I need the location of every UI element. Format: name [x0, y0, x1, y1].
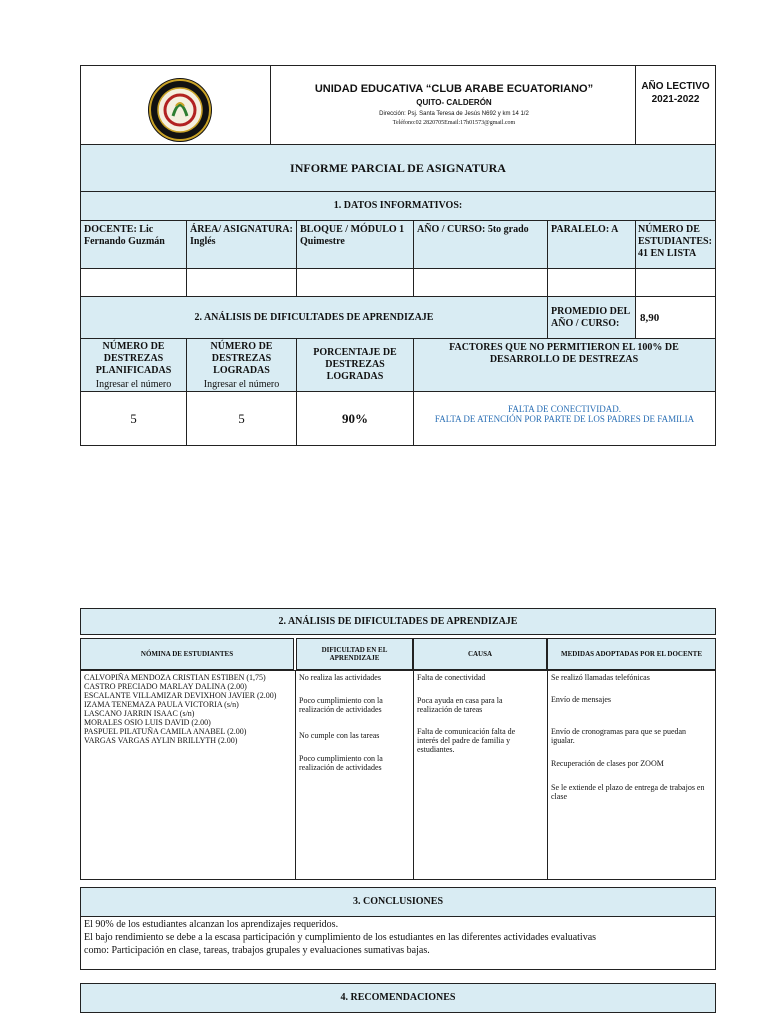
causa-cell [413, 670, 548, 880]
student-row: ESCALANTE VILLAMIZAR DEVIXHON JAVIER (2.00) [84, 691, 277, 700]
planificadas-hint: Ingresar el número [95, 379, 172, 390]
porcentaje-header-cell [296, 338, 414, 392]
empty-cell-4 [413, 268, 548, 297]
estudiantes-cell [635, 220, 716, 269]
curso-text: AÑO / CURSO: 5to grado [417, 224, 529, 235]
area-text: ÁREA/ ASIGNATURA: Inglés [190, 224, 293, 247]
students-list [84, 673, 294, 745]
student-row: PASPUEL PILATUÑA CAMILA ANABEL (2.00) [84, 727, 247, 736]
dificultad-4: Poco cumplimiento con la realización de actividades [299, 754, 383, 772]
section2-cell [80, 296, 548, 339]
year-label: AÑO LECTIVO [641, 81, 710, 92]
docente-cell [80, 220, 187, 269]
conclusions-title-cell [80, 887, 716, 917]
planificadas-header-cell [80, 338, 187, 392]
dificultad-header-cell [296, 638, 413, 670]
logradas-value-cell [186, 391, 297, 446]
header-year-cell [635, 65, 716, 145]
header-school-cell [270, 65, 636, 145]
medida-3: Envío de cronogramas para que se puedan igualar. [551, 727, 687, 745]
empty-cell-3 [296, 268, 414, 297]
bloque-cell [296, 220, 414, 269]
porcentaje-header: PORCENTAJE DE DESTREZAS LOGRADAS [313, 347, 397, 382]
estudiantes-text: NÚMERO DE ESTUDIANTES: 41 EN LISTA [638, 224, 712, 259]
causa-header-cell [413, 638, 547, 670]
causa-3: Falta de comunicación falta de interés del padre de familia y estudiantes. [417, 727, 516, 754]
conclusion-line-3: como: Participación en clase, tareas, trabajos grupales y evaluaciones sumativas bajas. [84, 945, 430, 956]
factor-1: FALTA DE CONECTIVIDAD. [507, 404, 622, 414]
dificultad-cell [295, 670, 414, 880]
recommendations-title: 4. RECOMENDACIONES [340, 992, 456, 1003]
planificadas-header: NÚMERO DE DESTREZAS PLANIFICADAS [95, 341, 172, 376]
porcentaje-value-cell [296, 391, 414, 446]
empty-cell-2 [186, 268, 297, 297]
promedio-label: PROMEDIO DEL AÑO / CURSO: [551, 306, 630, 329]
medida-5: Se le extiende el plazo de entrega de trabajos en clase [551, 783, 705, 801]
factores-value-cell [413, 391, 716, 446]
year-value: 2021-2022 [651, 94, 700, 105]
causa-1: Falta de conectividad [417, 673, 486, 682]
dificultad-header: DIFICULTAD EN EL APRENDIZAJE [321, 646, 388, 662]
report-title-cell [80, 144, 716, 192]
factores-header: FACTORES QUE NO PERMITIERON EL 100% DE DESARROLLO DE DESTREZAS [449, 342, 679, 365]
bloque-text: BLOQUE / MÓDULO 1 Quimestre [300, 224, 405, 247]
school-contact: Teléfono:02 2820705Email:17h01573@gmail.com [392, 120, 516, 126]
planificadas-value-cell [80, 391, 187, 446]
medida-1: Se realizó llamadas telefónicas [551, 673, 650, 682]
student-row: IZAMA TENEMAZA PAULA VICTORIA (s/n) [84, 700, 239, 709]
dificultad-2: Poco cumplimiento con la realización de actividades [299, 696, 383, 714]
factor-2: FALTA DE ATENCIÓN POR PARTE DE LOS PADRES DE FAMILIA [434, 414, 695, 424]
logradas-header: NÚMERO DE DESTREZAS LOGRADAS [210, 341, 273, 376]
logradas-header-cell [186, 338, 297, 392]
student-row: LASCANO JARRIN ISAAC (s/n) [84, 709, 195, 718]
logradas-value: 5 [238, 410, 245, 426]
empty-cell-5 [547, 268, 636, 297]
paralelo-cell [547, 220, 636, 269]
nomina-header-cell [80, 638, 294, 670]
student-row: CALVOPIÑA MENDOZA CRISTIAN ESTIBEN (1,75) [84, 673, 266, 682]
logradas-hint: Ingresar el número [203, 379, 280, 390]
medidas-header: MEDIDAS ADOPTADAS POR EL DOCENTE [560, 650, 703, 658]
dificultad-1: No realiza las actividades [299, 673, 381, 682]
paralelo-text: PARALELO: A [551, 224, 619, 235]
report-title: INFORME PARCIAL DE ASIGNATURA [290, 161, 506, 175]
curso-cell [413, 220, 548, 269]
planificadas-value: 5 [130, 410, 137, 426]
section1-title: 1. DATOS INFORMATIVOS: [333, 200, 463, 211]
recommendations-title-cell [80, 983, 716, 1013]
factores-header-cell [413, 338, 716, 392]
medidas-cell [547, 670, 716, 880]
dificultad-3: No cumple con las tareas [299, 731, 380, 740]
empty-cell-1 [80, 268, 187, 297]
conclusions-body-cell [80, 916, 716, 970]
school-name: UNIDAD EDUCATIVA “CLUB ARABE ECUATORIANO” [314, 83, 594, 95]
docente-text: DOCENTE: Lic Fernando Guzmán [84, 224, 165, 247]
conclusion-line-1: El 90% de los estudiantes alcanzan los aprendizajes requeridos. [84, 919, 339, 930]
promedio-value-cell [635, 296, 716, 339]
student-row: MORALES OSIO LUIS DAVID (2.00) [84, 718, 211, 727]
section2-title: 2. ANÁLISIS DE DIFICULTADES DE APRENDIZAJE [194, 311, 434, 323]
promedio-label-cell [547, 296, 636, 339]
conclusion-line-2: El bajo rendimiento se debe a la escasa participación y cumplimiento de los estudiantes en las diferentes actividades evaluativas [84, 932, 597, 943]
promedio-value: 8,90 [640, 312, 660, 324]
students-cell [80, 670, 296, 880]
student-row: VARGAS VARGAS AYLIN BRILLYTH (2.00) [84, 736, 238, 745]
student-row: CASTRO PRECIADO MARLAY DALINA (2.00) [84, 682, 247, 691]
conclusions-title: 3. CONCLUSIONES [352, 896, 444, 907]
medida-4: Recuperación de clases por ZOOM [551, 759, 664, 768]
header-logo-cell [80, 65, 271, 145]
causa-header: CAUSA [467, 650, 493, 658]
section1-cell [80, 191, 716, 221]
area-cell [186, 220, 297, 269]
porcentaje-value: 90% [342, 410, 368, 426]
medidas-header-cell [547, 638, 716, 670]
school-address: Dirección: Psj. Santa Teresa de Jesús N692 y km 14 1/2 [379, 111, 529, 117]
school-city: QUITO- CALDERÓN [416, 98, 492, 107]
medida-2: Envío de mensajes [551, 695, 611, 704]
causa-2: Poca ayuda en casa para la realización de tareas [417, 696, 503, 714]
analysis-title-cell [80, 608, 716, 635]
school-seal-icon [81, 66, 272, 144]
nomina-header: NÓMINA DE ESTUDIANTES [140, 650, 234, 658]
analysis-title: 2. ANÁLISIS DE DIFICULTADES DE APRENDIZAJE [278, 615, 518, 627]
empty-cell-6 [635, 268, 716, 297]
